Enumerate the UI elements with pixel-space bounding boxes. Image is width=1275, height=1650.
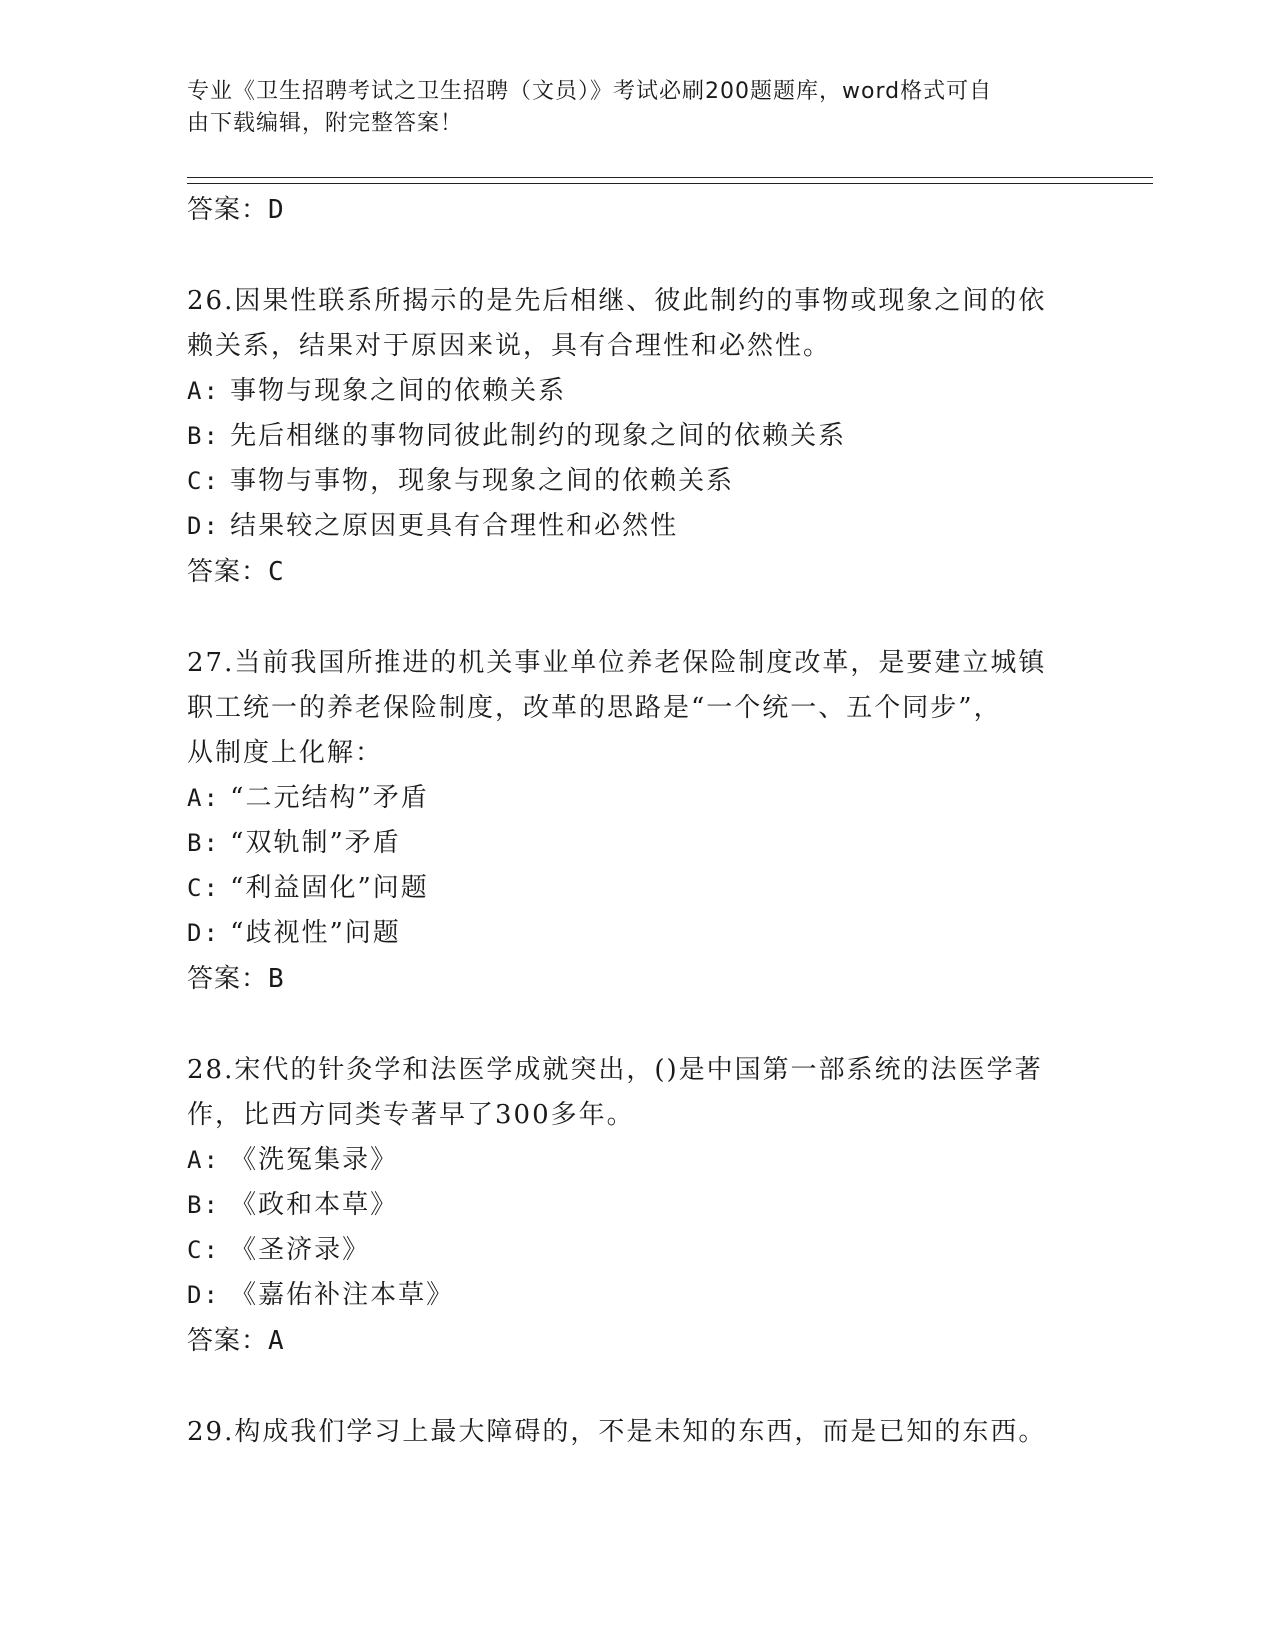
answer-label: 答案： [187,1326,269,1356]
document-header [187,76,1067,140]
question-stem-line: 26.因果性联系所揭示的是先后相继、彼此制约的事物或现象之间的依 [187,286,1047,316]
option-text: “利益固化”问题 [219,873,429,903]
option-d [187,504,1087,549]
option-letter: B: [187,1191,220,1219]
answer-value: C [268,557,285,587]
option-text: 《圣济录》 [219,1235,371,1265]
answer-value: A [268,1326,285,1356]
option-text: 事物与现象之间的依赖关系 [219,376,567,406]
option-text: “双轨制”矛盾 [219,828,401,858]
question-26 [187,279,1087,595]
option-b [187,414,1087,459]
option-letter: C: [187,874,220,902]
header-divider-bottom [187,183,1153,184]
option-text: 先后相继的事物同彼此制约的现象之间的依赖关系 [219,421,847,451]
option-letter: D: [187,512,220,540]
option-d [187,1273,1087,1318]
option-c [187,459,1087,504]
option-text: 《政和本草》 [219,1190,399,1220]
answer-label: 答案： [187,195,269,225]
option-text: “二元结构”矛盾 [219,783,429,813]
option-c [187,866,1087,911]
header-line-2: 由下载编辑，附完整答案！ [187,111,464,136]
option-c [187,1228,1087,1273]
option-letter: A: [187,377,220,405]
option-b [187,821,1087,866]
option-letter: C: [187,467,220,495]
question-stem-line: 赖关系，结果对于原因来说，具有合理性和必然性。 [187,331,832,361]
question-stem-line: 28.宋代的针灸学和法医学成就突出，()是中国第一部系统的法医学著 [187,1055,1043,1085]
option-letter: A: [187,1146,220,1174]
option-letter: B: [187,422,220,450]
option-a [187,369,1087,414]
question-27 [187,641,1087,1002]
answer-line [187,1318,1087,1364]
option-letter: C: [187,1236,220,1264]
option-d [187,911,1087,956]
answer-value: D [268,195,285,225]
option-a [187,776,1087,821]
option-a [187,1138,1087,1183]
option-b [187,1183,1087,1228]
document-content [187,187,1087,1455]
answer-line [187,956,1087,1002]
header-divider-top [187,177,1153,178]
question-29 [187,1410,1087,1455]
answer-label: 答案： [187,557,269,587]
question-stem-line: 29.构成我们学习上最大障碍的，不是未知的东西，而是已知的东西。 [187,1417,1047,1447]
question-stem-line: 27.当前我国所推进的机关事业单位养老保险制度改革，是要建立城镇 [187,648,1047,678]
answer-line [187,549,1087,595]
option-text: 结果较之原因更具有合理性和必然性 [219,511,679,541]
option-letter: B: [187,829,220,857]
option-text: 《嘉佑补注本草》 [219,1280,455,1310]
option-letter: D: [187,919,220,947]
question-stem-line: 职工统一的养老保险制度，改革的思路是“一个统一、五个同步”， [187,693,1002,723]
option-text: 事物与事物，现象与现象之间的依赖关系 [219,466,735,496]
option-text: “歧视性”问题 [219,918,401,948]
answer-line [187,187,1087,233]
question-28 [187,1048,1087,1364]
header-line-1: 专业《卫生招聘考试之卫生招聘（文员）》考试必刷200题题库，word格式可自 [187,79,993,104]
question-stem-line: 作，比西方同类专著早了300多年。 [187,1100,635,1130]
option-letter: D: [187,1281,220,1309]
option-text: 《洗冤集录》 [219,1145,399,1175]
answer-label: 答案： [187,964,269,994]
option-letter: A: [187,784,220,812]
question-stem-line: 从制度上化解： [187,738,384,768]
answer-value: B [268,964,285,994]
